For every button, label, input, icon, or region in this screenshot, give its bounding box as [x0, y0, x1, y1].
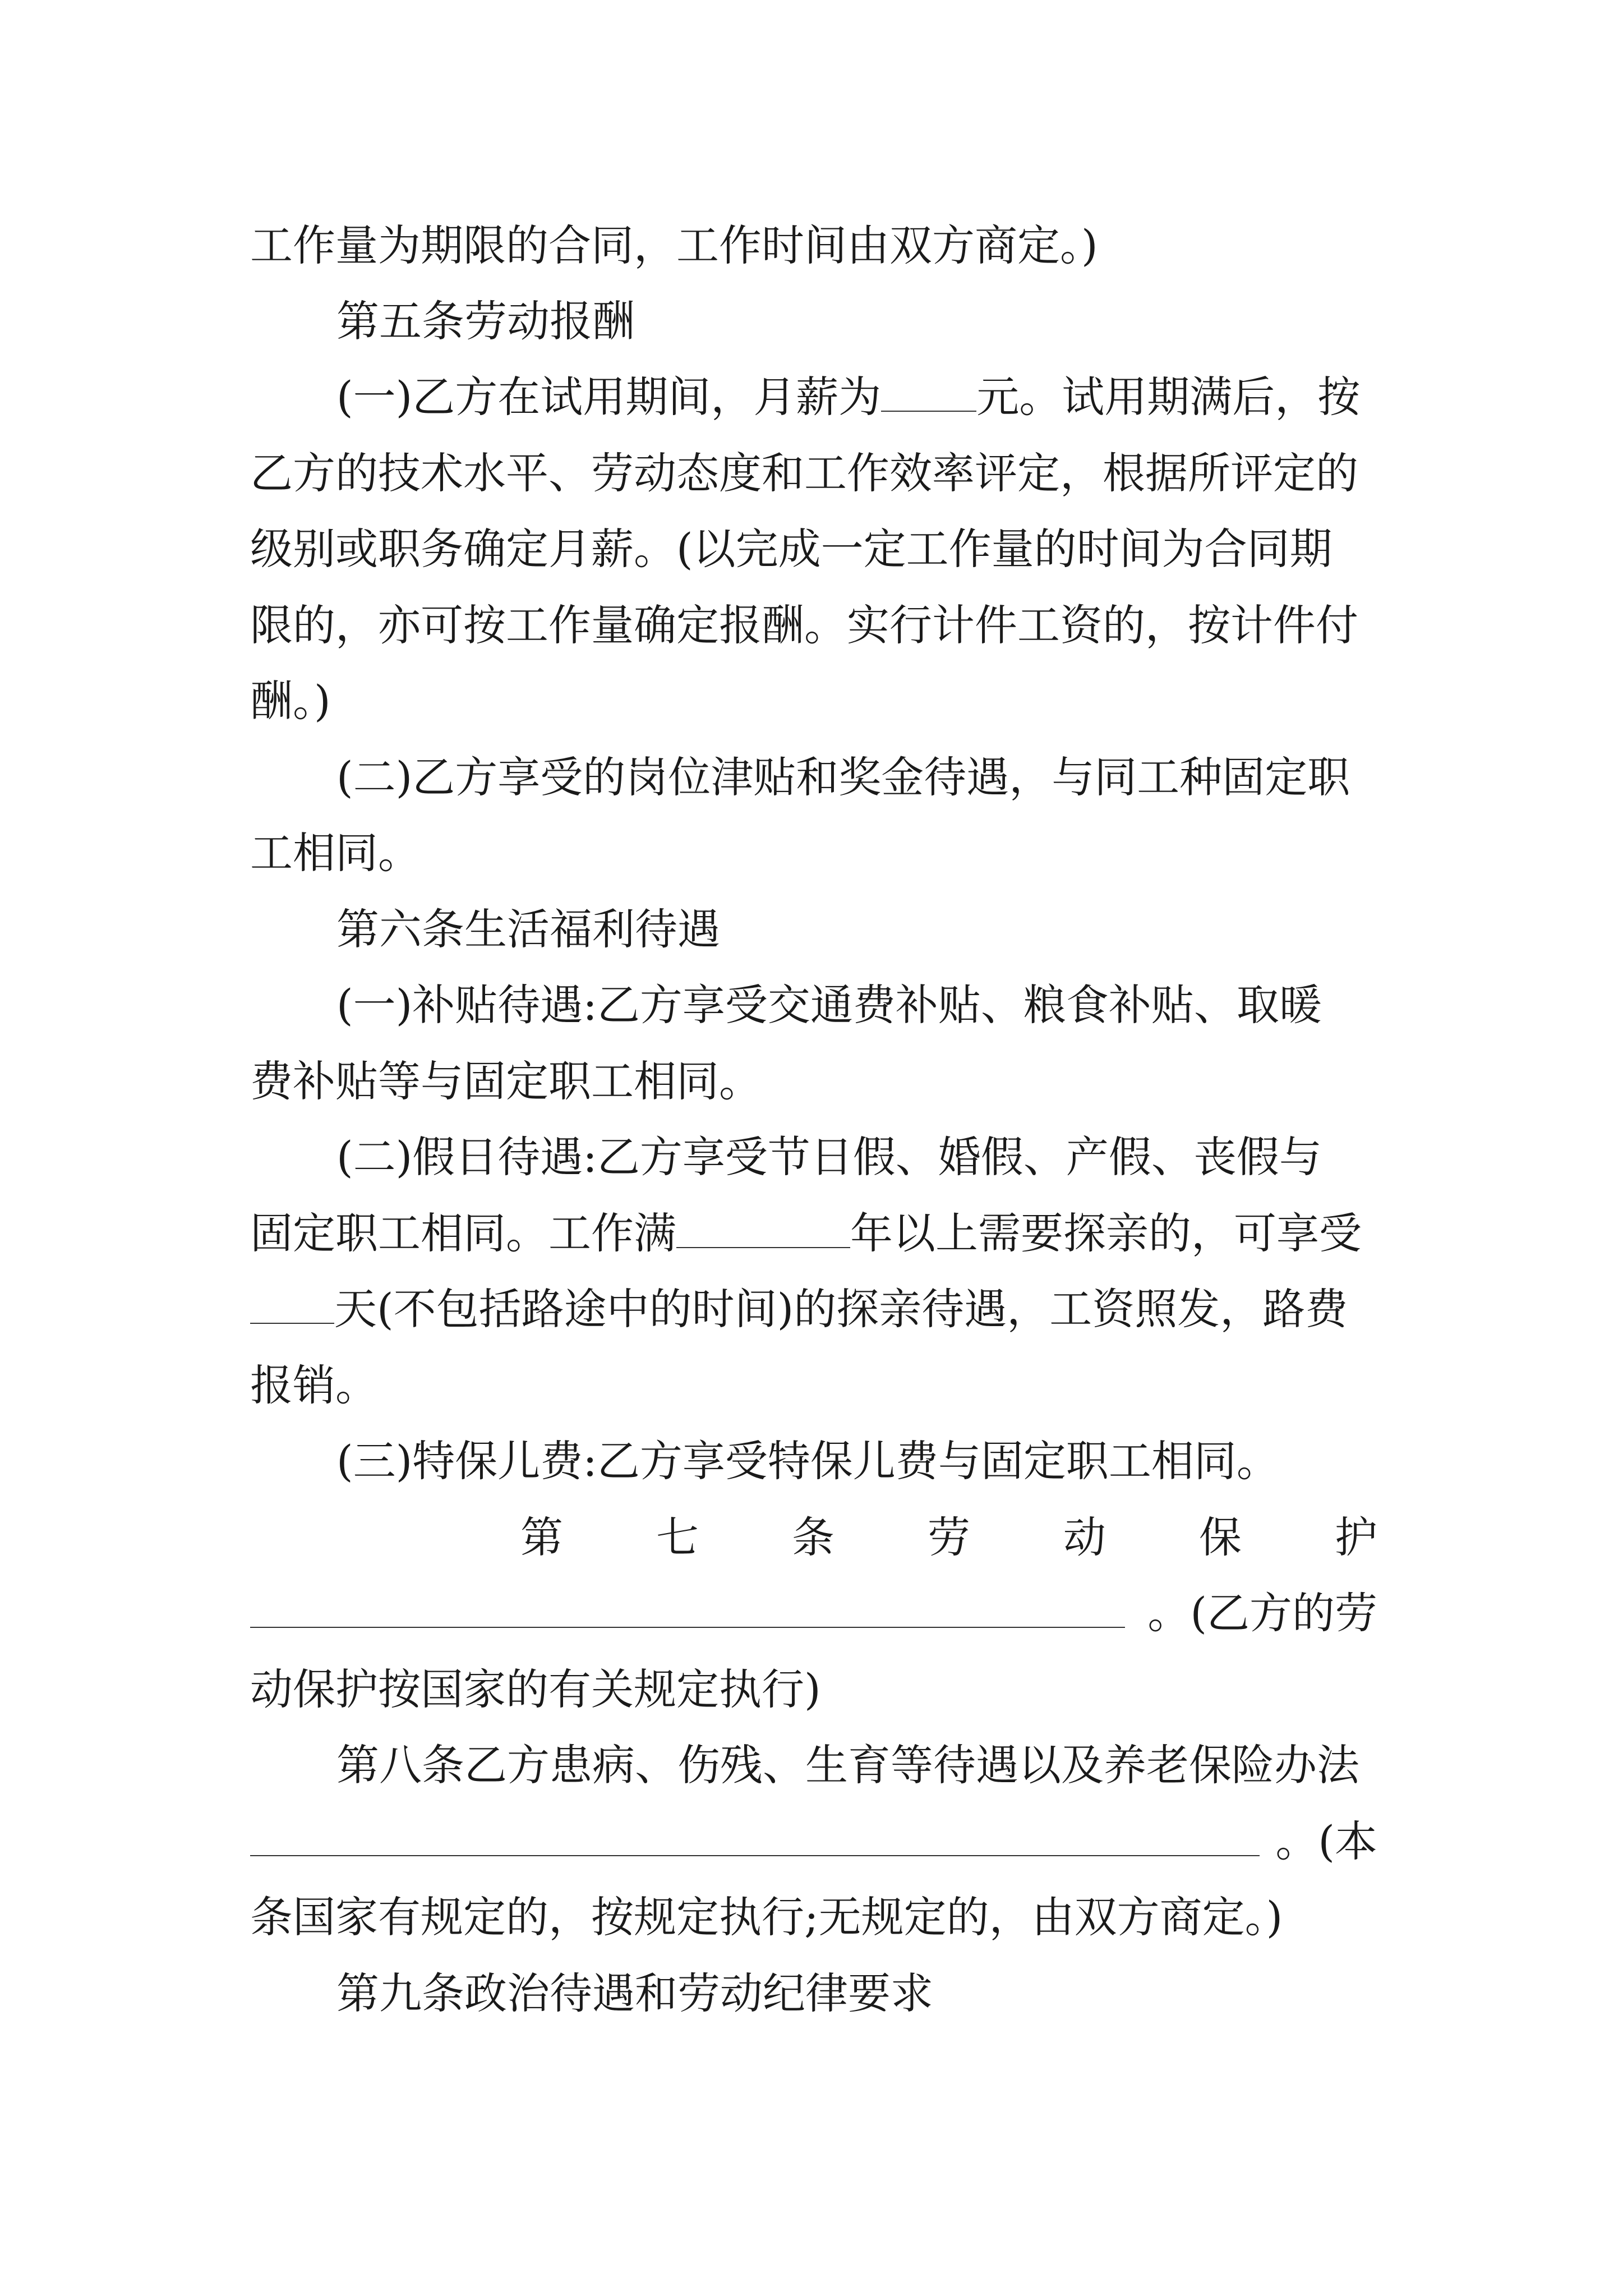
text-segment: 天(不包括路途中的时间)的探亲待遇，工资照发，路费: [334, 1284, 1348, 1334]
text-line: 限的，亦可按工作量确定报酬。实行计件工资的，按计件付: [250, 600, 1358, 650]
text-line: 费补贴等与固定职工相同。: [250, 1056, 762, 1106]
text-line: 报销。: [250, 1360, 378, 1410]
text-segment: 元。试用期满后，按: [976, 372, 1361, 422]
article-5-heading: 第五条劳动报酬: [336, 296, 635, 346]
text-segment: 年以上需要探亲的，可享受: [850, 1208, 1362, 1258]
text-line: (一)补贴待遇:乙方享受交通费补贴、粮食补贴、取暖: [336, 980, 1322, 1030]
heading-char: 七: [656, 1512, 699, 1562]
heading-char: 动: [1063, 1512, 1106, 1562]
text-segment: 固定职工相同。工作满: [250, 1208, 676, 1258]
text-line: 工相同。: [250, 828, 421, 878]
text-line: 级别或职务确定月薪。(以完成一定工作量的时间为合同期: [250, 524, 1332, 574]
text-line: 条国家有规定的，按规定执行;无规定的，由双方商定。): [250, 1892, 1283, 1942]
heading-char: 保: [1199, 1512, 1242, 1562]
text-line: [250, 1802, 1377, 1881]
heading-char: 劳: [928, 1512, 970, 1562]
text-line: 酬。): [250, 676, 331, 726]
fill-in-blank: [250, 1320, 334, 1324]
text-line: (二)乙方享受的岗位津贴和奖金待遇，与同工种固定职: [336, 752, 1350, 802]
fill-in-blank: [676, 1245, 850, 1248]
article-7-heading: [520, 1498, 1377, 1577]
article-8-line: 第八条乙方患病、伤残、生育等待遇以及养老保险办法: [336, 1740, 1359, 1790]
text-line: [250, 1574, 1377, 1653]
text-line: (二)假日待遇:乙方享受节日假、婚假、产假、丧假与: [336, 1132, 1322, 1182]
text-segment: (一)乙方在试用期间，月薪为: [336, 372, 882, 422]
text-line: 工作量为期限的合同，工作时间由双方商定。): [250, 220, 1098, 270]
text-line: (三)特保儿费:乙方享受特保儿费与固定职工相同。: [336, 1436, 1279, 1486]
article-6-heading: 第六条生活福利待遇: [336, 904, 720, 954]
heading-char: 条: [792, 1512, 834, 1562]
text-segment: 。(本: [1275, 1816, 1377, 1866]
text-line: 动保护按国家的有关规定执行): [250, 1664, 821, 1714]
text-line: [250, 1194, 1377, 1273]
fill-in-blank: [881, 408, 976, 412]
article-9-heading: 第九条政治待遇和劳动纪律要求: [336, 1968, 933, 2018]
text-line: 乙方的技术水平、劳动态度和工作效率评定，根据所评定的: [250, 448, 1358, 498]
heading-char: 第: [520, 1512, 563, 1562]
text-segment: 。(乙方的劳: [1147, 1588, 1377, 1638]
fill-in-blank: [250, 1625, 1125, 1628]
fill-in-blank: [250, 1853, 1260, 1856]
text-line: [336, 358, 1377, 436]
heading-char: 护: [1335, 1512, 1377, 1562]
text-line: [250, 1270, 1377, 1349]
